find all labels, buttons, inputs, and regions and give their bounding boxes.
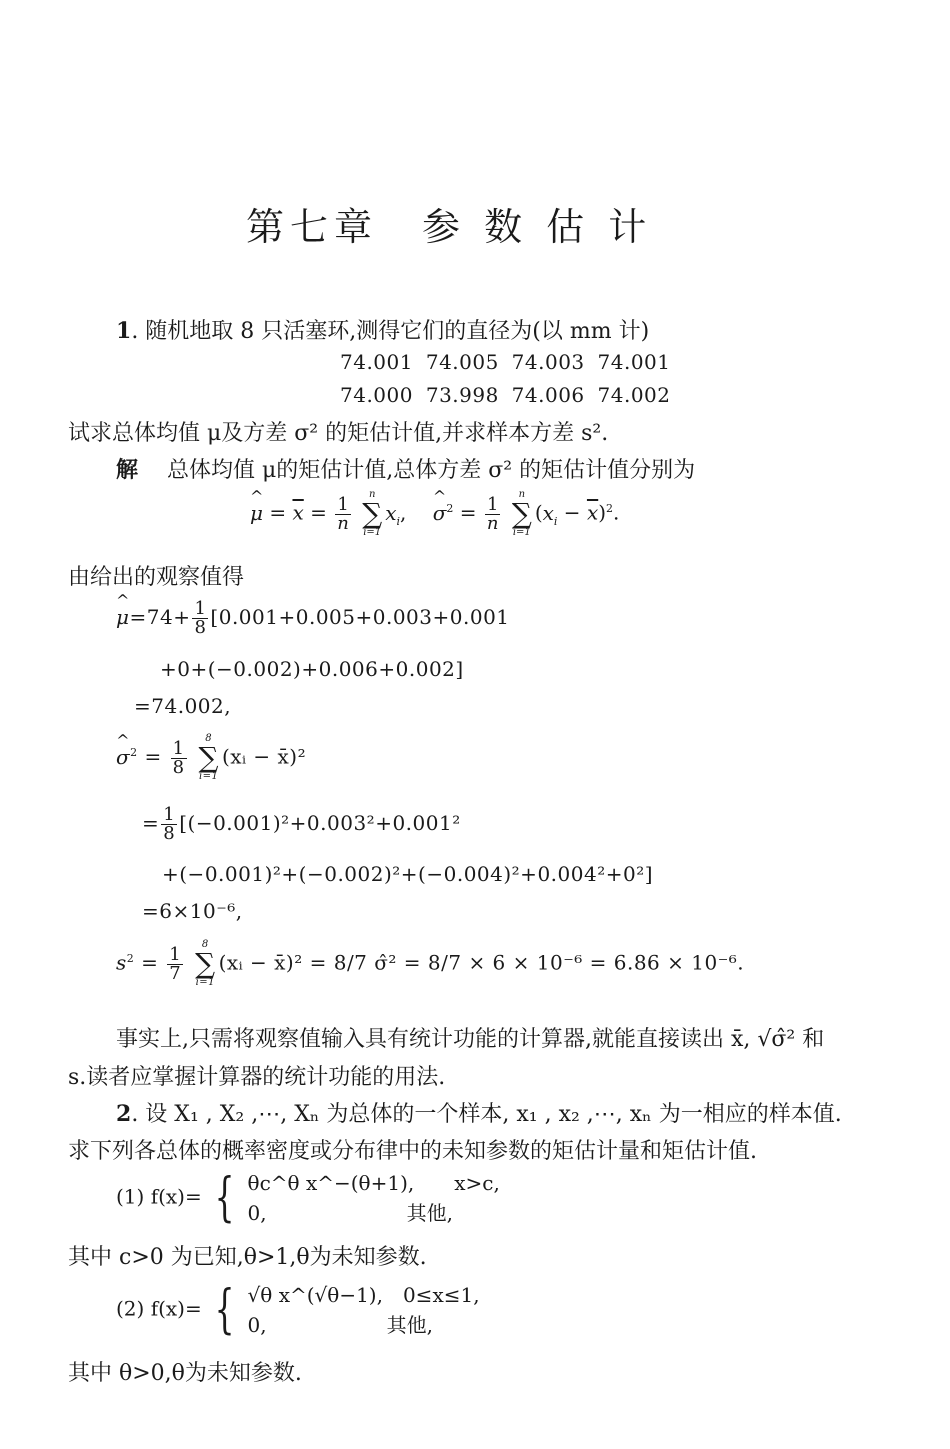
- calculator-note-line-2: s.读者应掌握计算器的统计功能的用法.: [68, 1065, 446, 1090]
- from-values: 由给出的观察值得: [68, 565, 245, 590]
- data-row-1: 74.001 74.005 74.003 74.001: [340, 350, 671, 374]
- sigma-calc-line-3: +(−0.001)²+(−0.002)²+(−0.004)²+0.004²+0²]: [162, 862, 654, 886]
- case-1-top: θc^θ x^−(θ+1), x>c,: [247, 1171, 500, 1195]
- sigma-calc-line-1: ^ $\sigma^2$ = $\frac{1}{8}$ 8 ∑ i=1 (xᵢ − x̄)²: [116, 734, 306, 782]
- left-brace-icon: {: [214, 1168, 235, 1228]
- problem-2-statement-line-2: 求下列各总体的概率密度或分布律中的未知参数的矩估计量和矩估计值.: [68, 1139, 757, 1164]
- problem-2-text: . 设 X₁ , X₂ ,⋯, Xₙ 为总体的一个样本, x₁ , x₂ ,⋯, xₙ 为一相应的样本值.: [131, 1102, 842, 1127]
- case-2-top: √θ x^(√θ−1), 0≤x≤1,: [247, 1283, 480, 1307]
- case-1-bottom: 0, 其他,: [247, 1201, 453, 1225]
- solution-intro-text: 总体均值 μ的矩估计值,总体方差 σ² 的矩估计值分别为: [167, 458, 696, 483]
- sigma-calc-line-2: = $\frac{1}{8}$ [(−0.001)²+0.003²+0.001²: [142, 804, 461, 844]
- problem-number: 2: [116, 1101, 132, 1127]
- problem-text: . 随机地取 8 只活塞环,测得它们的直径为(以 mm 计): [131, 319, 650, 344]
- sigma-calc-line-4: =6×10⁻⁶,: [142, 899, 243, 923]
- problem-2-statement-line-1: [116, 1097, 842, 1128]
- moment-estimator-formula: ^ $\mu = \overline{x}$ = $\frac{1}{n}$ n ∑ i=1 $x_i$, ^ $\sigma^2$ = $\frac{1}{n}$ n ∑ i=1 $(x_i - \overline{x})^2$.: [250, 490, 619, 538]
- sigma-calc-line-2-text: [(−0.001)²+0.003²+0.001²: [179, 811, 461, 835]
- mu-calc-line-2: +0+(−0.002)+0.006+0.002]: [160, 657, 464, 681]
- mu-calc-rest: [0.001+0.005+0.003+0.001: [210, 605, 510, 629]
- case-2-bottom: 0, 其他,: [247, 1313, 433, 1337]
- problem-1-ask: 试求总体均值 μ及方差 σ² 的矩估计值,并求样本方差 s².: [68, 421, 609, 446]
- left-brace-icon: {: [214, 1280, 235, 1340]
- case-2-density: [116, 1280, 480, 1340]
- sigma-sum-term: (xᵢ − x̄)²: [221, 744, 307, 769]
- case-1-note: 其中 c>0 为已知,θ>1,θ为未知参数.: [68, 1245, 427, 1270]
- mu-calc-line-3: =74.002,: [134, 694, 232, 718]
- case-1-label: (1) f(x)=: [116, 1184, 202, 1209]
- chapter-title: 第七章 参 数 估 计: [246, 205, 653, 249]
- case-2-note: 其中 θ>0,θ为未知参数.: [68, 1361, 302, 1386]
- case-2-label: (2) f(x)=: [116, 1296, 202, 1321]
- calculator-note-line-1: 事实上,只需将观察值输入具有统计功能的计算器,就能直接读出 x̄, √σ̂² 和: [116, 1027, 825, 1052]
- mu-calc-prefix: =74+: [129, 605, 191, 629]
- problem-1-statement: [116, 314, 649, 345]
- solution-intro: [116, 453, 695, 484]
- solution-label: 解: [116, 457, 139, 483]
- sample-variance-rest: (xᵢ − x̄)² = 8/7 σ̂² = 8/7 × 6 × 10⁻⁶ = 6.86 × 10⁻⁶.: [218, 950, 745, 975]
- data-row-2: 74.000 73.998 74.006 74.002: [340, 383, 671, 407]
- sample-variance-line: $s^2$ = $\frac{1}{7}$ 8 ∑ i=1 (xᵢ − x̄)² = 8/7 σ̂² = 8/7 × 6 × 10⁻⁶ = 6.86 × 10⁻⁶.: [116, 939, 745, 988]
- mu-calc-line-1: ^ μ=74+ $\frac{1}{8}$ [0.001+0.005+0.003+0.001: [116, 600, 510, 637]
- case-1-density: [116, 1168, 500, 1228]
- problem-number: 1: [116, 318, 132, 344]
